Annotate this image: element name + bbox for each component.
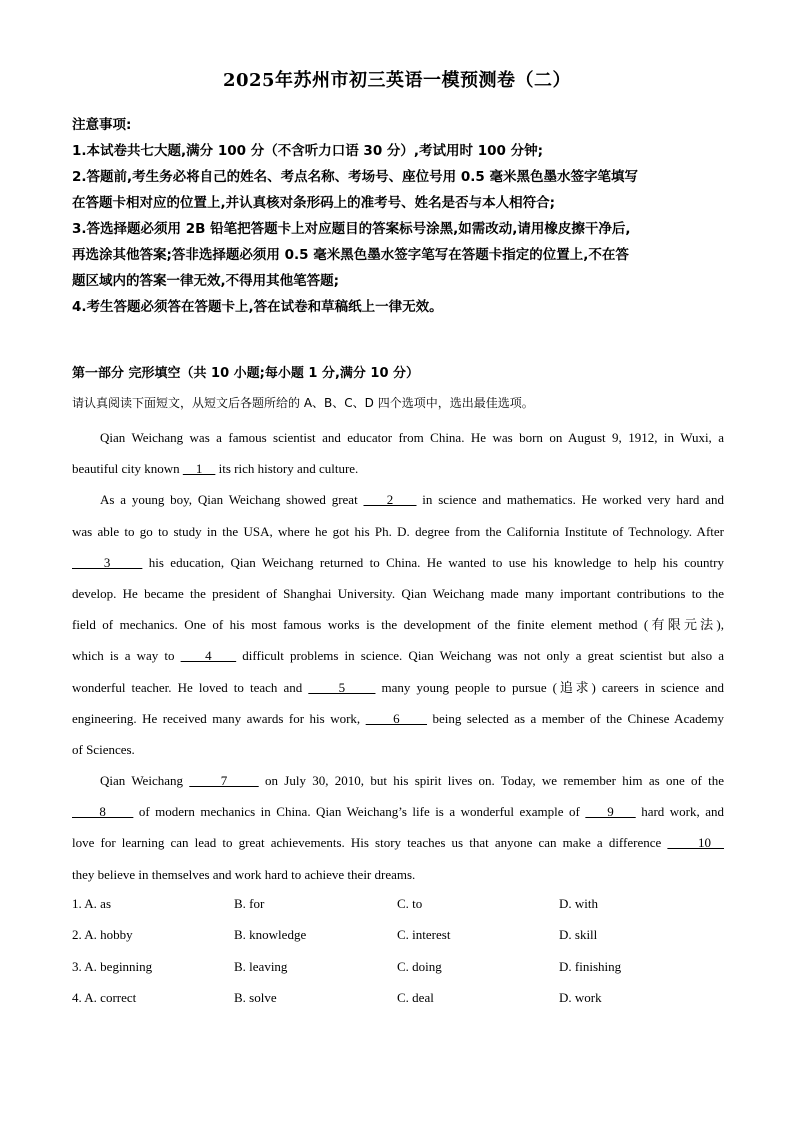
passage-text: As a young boy, Qian Weichang showed great	[100, 492, 364, 508]
option-d: D. work	[559, 990, 602, 1006]
option-row	[72, 919, 724, 950]
passage-text: love for learning can lead to great achievements. His story teaches us that anyone can make a difference	[72, 835, 668, 851]
option-c: C. to	[397, 896, 423, 911]
notes-line: 在答题卡相对应的位置上,并认真核对条形码上的准考号、姓名是否与本人相符合;	[72, 195, 556, 211]
passage-text: of modern mechanics in China. Qian Weichang’s life is a wonderful example of	[133, 804, 586, 820]
blank-10: 10	[667, 835, 724, 851]
answer-options	[72, 888, 724, 1014]
blank-1: 1	[182, 461, 216, 477]
passage-text: being selected as a member of the Chinese Academy	[427, 710, 724, 726]
blank-7: 7	[189, 773, 259, 789]
passage-line	[72, 422, 724, 453]
option-row	[72, 982, 724, 1013]
passage-line	[72, 547, 724, 578]
notes-line: 再选涂其他答案;答非选择题必须用 0.5 毫米黑色墨水签字笔写在答题卡指定的位置上,不在答	[72, 247, 629, 263]
option-c: C. doing	[397, 958, 442, 974]
passage-text: of Sciences.	[72, 741, 135, 757]
cloze-passage	[72, 422, 724, 890]
notes-block	[72, 112, 724, 320]
notes-line: 题区域内的答案一律无效,不得用其他笔答题;	[72, 273, 340, 289]
passage-text: beautiful city known	[72, 461, 183, 477]
passage-line	[72, 827, 724, 858]
option-a: 2. A. hobby	[72, 927, 133, 943]
option-a: 3. A. beginning	[72, 958, 153, 974]
notes-line: 1.本试卷共七大题,满分 100 分（不含听力口语 30 分）,考试用时 100 分钟;	[72, 143, 544, 159]
option-row	[72, 888, 724, 919]
option-a: 1. A. as	[72, 896, 111, 911]
passage-text: engineering. He received many awards for his work,	[72, 710, 366, 726]
passage-text: on July 30, 2010, but his spirit lives on. Today, we remember him as one of the	[258, 773, 725, 789]
passage-line	[72, 453, 724, 484]
passage-text: difficult problems in science. Qian Weichang was not only a great scientist but also a	[236, 648, 725, 664]
blank-9: 9	[585, 804, 636, 820]
option-b: B. leaving	[234, 958, 288, 974]
blank-2: 2	[363, 492, 417, 508]
section-title: 第一部分 完形填空（共 10 小题;每小题 1 分,满分 10 分）	[72, 366, 420, 381]
option-row	[72, 951, 724, 982]
passage-line	[72, 765, 724, 796]
passage-text: was able to go to study in the USA, where he got his Ph. D. degree from the California Institute of Technology. After	[72, 523, 724, 539]
option-c: C. interest	[397, 927, 451, 943]
option-d: D. finishing	[559, 958, 622, 974]
notes-line: 2.答题前,考生务必将自己的姓名、考点名称、考场号、座位号用 0.5 毫米黑色墨水签字笔填写	[72, 169, 638, 185]
passage-line	[72, 796, 724, 827]
passage-text: wonderful teacher. He loved to teach and	[72, 679, 309, 695]
passage-line	[72, 672, 724, 703]
passage-line	[72, 640, 724, 671]
blank-4: 4	[180, 648, 237, 664]
option-b: B. for	[234, 896, 265, 911]
notes-line: 4.考生答题必须答在答题卡上,答在试卷和草稿纸上一律无效。	[72, 299, 443, 315]
option-a: 4. A. correct	[72, 990, 137, 1006]
passage-text: Qian Weichang	[100, 773, 190, 789]
exam-title: 2025年苏州市初三英语一模预测卷（二）	[222, 70, 572, 91]
blank-6: 6	[365, 710, 428, 726]
blank-5: 5	[308, 679, 376, 695]
option-c: C. deal	[397, 990, 434, 1006]
passage-text: in science and mathematics. He worked very hard and	[416, 492, 724, 508]
passage-text: his education, Qian Weichang returned to China. He wanted to use his knowledge to help his country	[142, 554, 725, 570]
passage-text: field of mechanics. One of his most famous works is the development of the finite element method (有限元法),	[72, 617, 724, 633]
notes-heading: 注意事项:	[72, 117, 132, 133]
passage-line	[72, 859, 724, 890]
passage-text: its rich history and culture.	[215, 461, 359, 477]
passage-text: Qian Weichang was a famous scientist and educator from China. He was born on August 9, 1912, in Wuxi, a	[100, 430, 724, 445]
passage-line	[72, 609, 724, 640]
passage-text: which is a way to	[72, 648, 181, 664]
option-d: D. skill	[559, 927, 598, 943]
passage-text: many young people to pursue (追求) careers in science and	[375, 679, 724, 695]
passage-line	[72, 484, 724, 515]
passage-text: develop. He became the president of Shanghai University. Qian Weichang made many important contributions to the	[72, 585, 724, 601]
passage-line	[72, 516, 724, 547]
option-b: B. solve	[234, 990, 277, 1006]
passage-text: hard work, and	[635, 804, 725, 820]
passage-text: they believe in themselves and work hard to achieve their dreams.	[72, 866, 416, 882]
section-instruction: 请认真阅读下面短文，从短文后各题所给的 A、B、C、D 四个选项中，选出最佳选项。	[72, 396, 534, 410]
passage-line	[72, 578, 724, 609]
option-d: D. with	[559, 896, 598, 911]
passage-line	[72, 703, 724, 734]
blank-3: 3	[72, 554, 143, 570]
notes-line: 3.答选择题必须用 2B 铅笔把答题卡上对应题目的答案标号涂黑,如需改动,请用橡皮擦干净后,	[72, 221, 631, 237]
passage-line	[72, 734, 724, 765]
blank-8: 8	[72, 804, 134, 820]
option-b: B. knowledge	[234, 927, 307, 943]
